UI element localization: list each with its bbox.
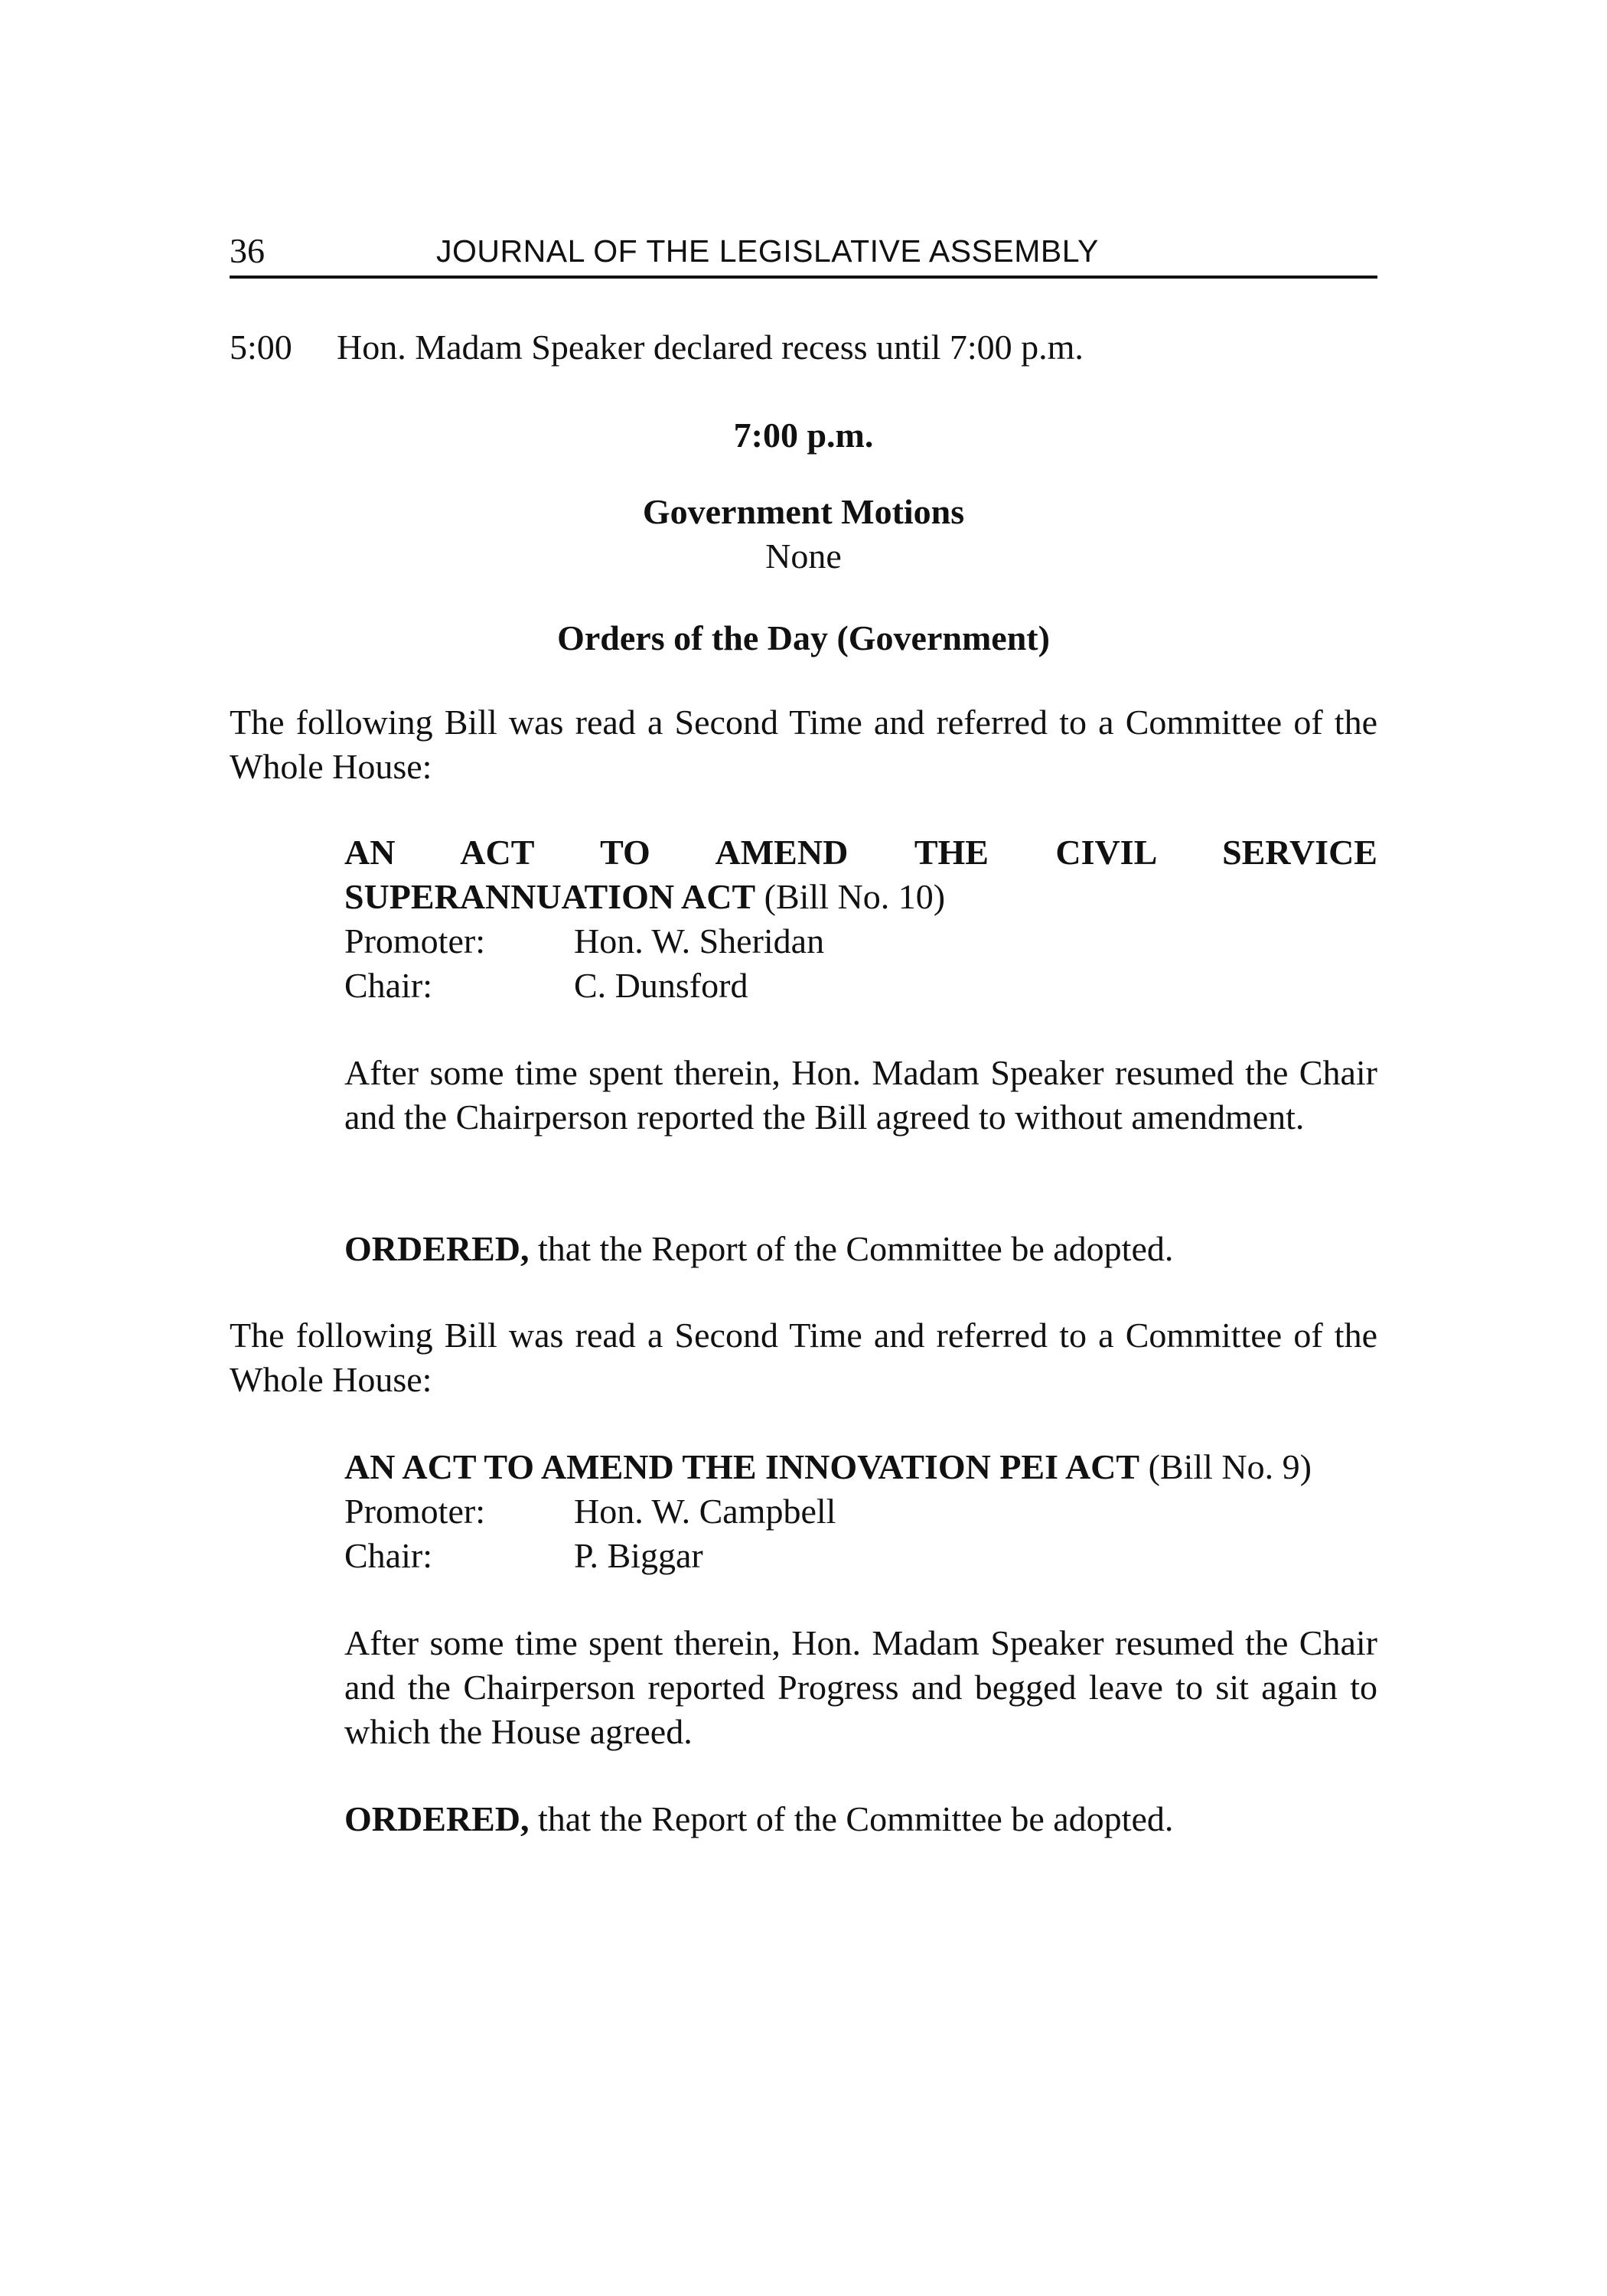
bill-1-chair-label: Chair:: [344, 966, 432, 1005]
bill-2-chair-label: Chair:: [344, 1536, 432, 1575]
bill-2-chair: P. Biggar: [574, 1536, 703, 1575]
bill-1-chair: C. Dunsford: [574, 966, 748, 1005]
bill-1-title: [344, 830, 1377, 919]
bill-1-chair-row: [344, 964, 1377, 1008]
government-motions-heading: Government Motions: [642, 492, 965, 531]
bill-2-promoter: Hon. W. Campbell: [574, 1492, 836, 1531]
bill-1-ordered: [344, 1227, 1173, 1271]
bill-1-result: After some time spent therein, Hon. Madam Speaker resumed the Chair and the Chairperson reported the Bill agreed to without amendment.: [344, 1053, 1377, 1137]
bill-1-promoter-label: Promoter:: [344, 921, 485, 960]
page-number: 36: [230, 231, 265, 270]
government-motions-value: None: [765, 536, 842, 576]
bill-1-title-line-1: AN ACT TO AMEND THE CIVIL SERVICE: [344, 833, 1377, 872]
bill-2-ordered-label: ORDERED,: [344, 1799, 530, 1838]
recess-time: 5:00: [230, 328, 292, 367]
bill-2-number: (Bill No. 9): [1139, 1447, 1312, 1486]
bill-1-ordered-text: that the Report of the Committee be adopted.: [529, 1229, 1174, 1268]
bill-1-title-line-2: SUPERANNUATION ACT: [344, 877, 756, 916]
bill-2-ordered-text: that the Report of the Committee be adopted.: [529, 1799, 1174, 1838]
bill-1-intro: The following Bill was read a Second Time and referred to a Committee of the Whole House:: [230, 703, 1377, 786]
bill-2-promoter-label: Promoter:: [344, 1492, 485, 1531]
bill-2-ordered: [344, 1797, 1173, 1841]
session-time-heading: 7:00 p.m.: [733, 416, 874, 455]
bill-2-title-text: AN ACT TO AMEND THE INNOVATION PEI ACT: [344, 1447, 1140, 1486]
bill-1-promoter-row: [344, 919, 1377, 964]
bill-1-promoter: Hon. W. Sheridan: [574, 921, 825, 960]
bill-1-ordered-label: ORDERED,: [344, 1229, 530, 1268]
bill-2-promoter-row: [344, 1489, 1377, 1534]
bill-2-title: [344, 1445, 1312, 1489]
bill-2-chair-row: [344, 1534, 1377, 1578]
orders-of-the-day-heading: Orders of the Day (Government): [557, 618, 1050, 657]
page-header: [230, 228, 1377, 279]
bill-2-result: After some time spent therein, Hon. Madam Speaker resumed the Chair and the Chairperson reported Progress and begged leave to sit again to which the House agreed.: [344, 1623, 1377, 1751]
recess-entry: [230, 325, 1377, 370]
bill-1-number: (Bill No. 10): [755, 877, 946, 916]
recess-text: Hon. Madam Speaker declared recess until 7:00 p.m.: [337, 328, 1084, 367]
bill-2-intro: The following Bill was read a Second Time and referred to a Committee of the Whole House:: [230, 1316, 1377, 1399]
running-head: JOURNAL OF THE LEGISLATIVE ASSEMBLY: [436, 233, 1099, 269]
